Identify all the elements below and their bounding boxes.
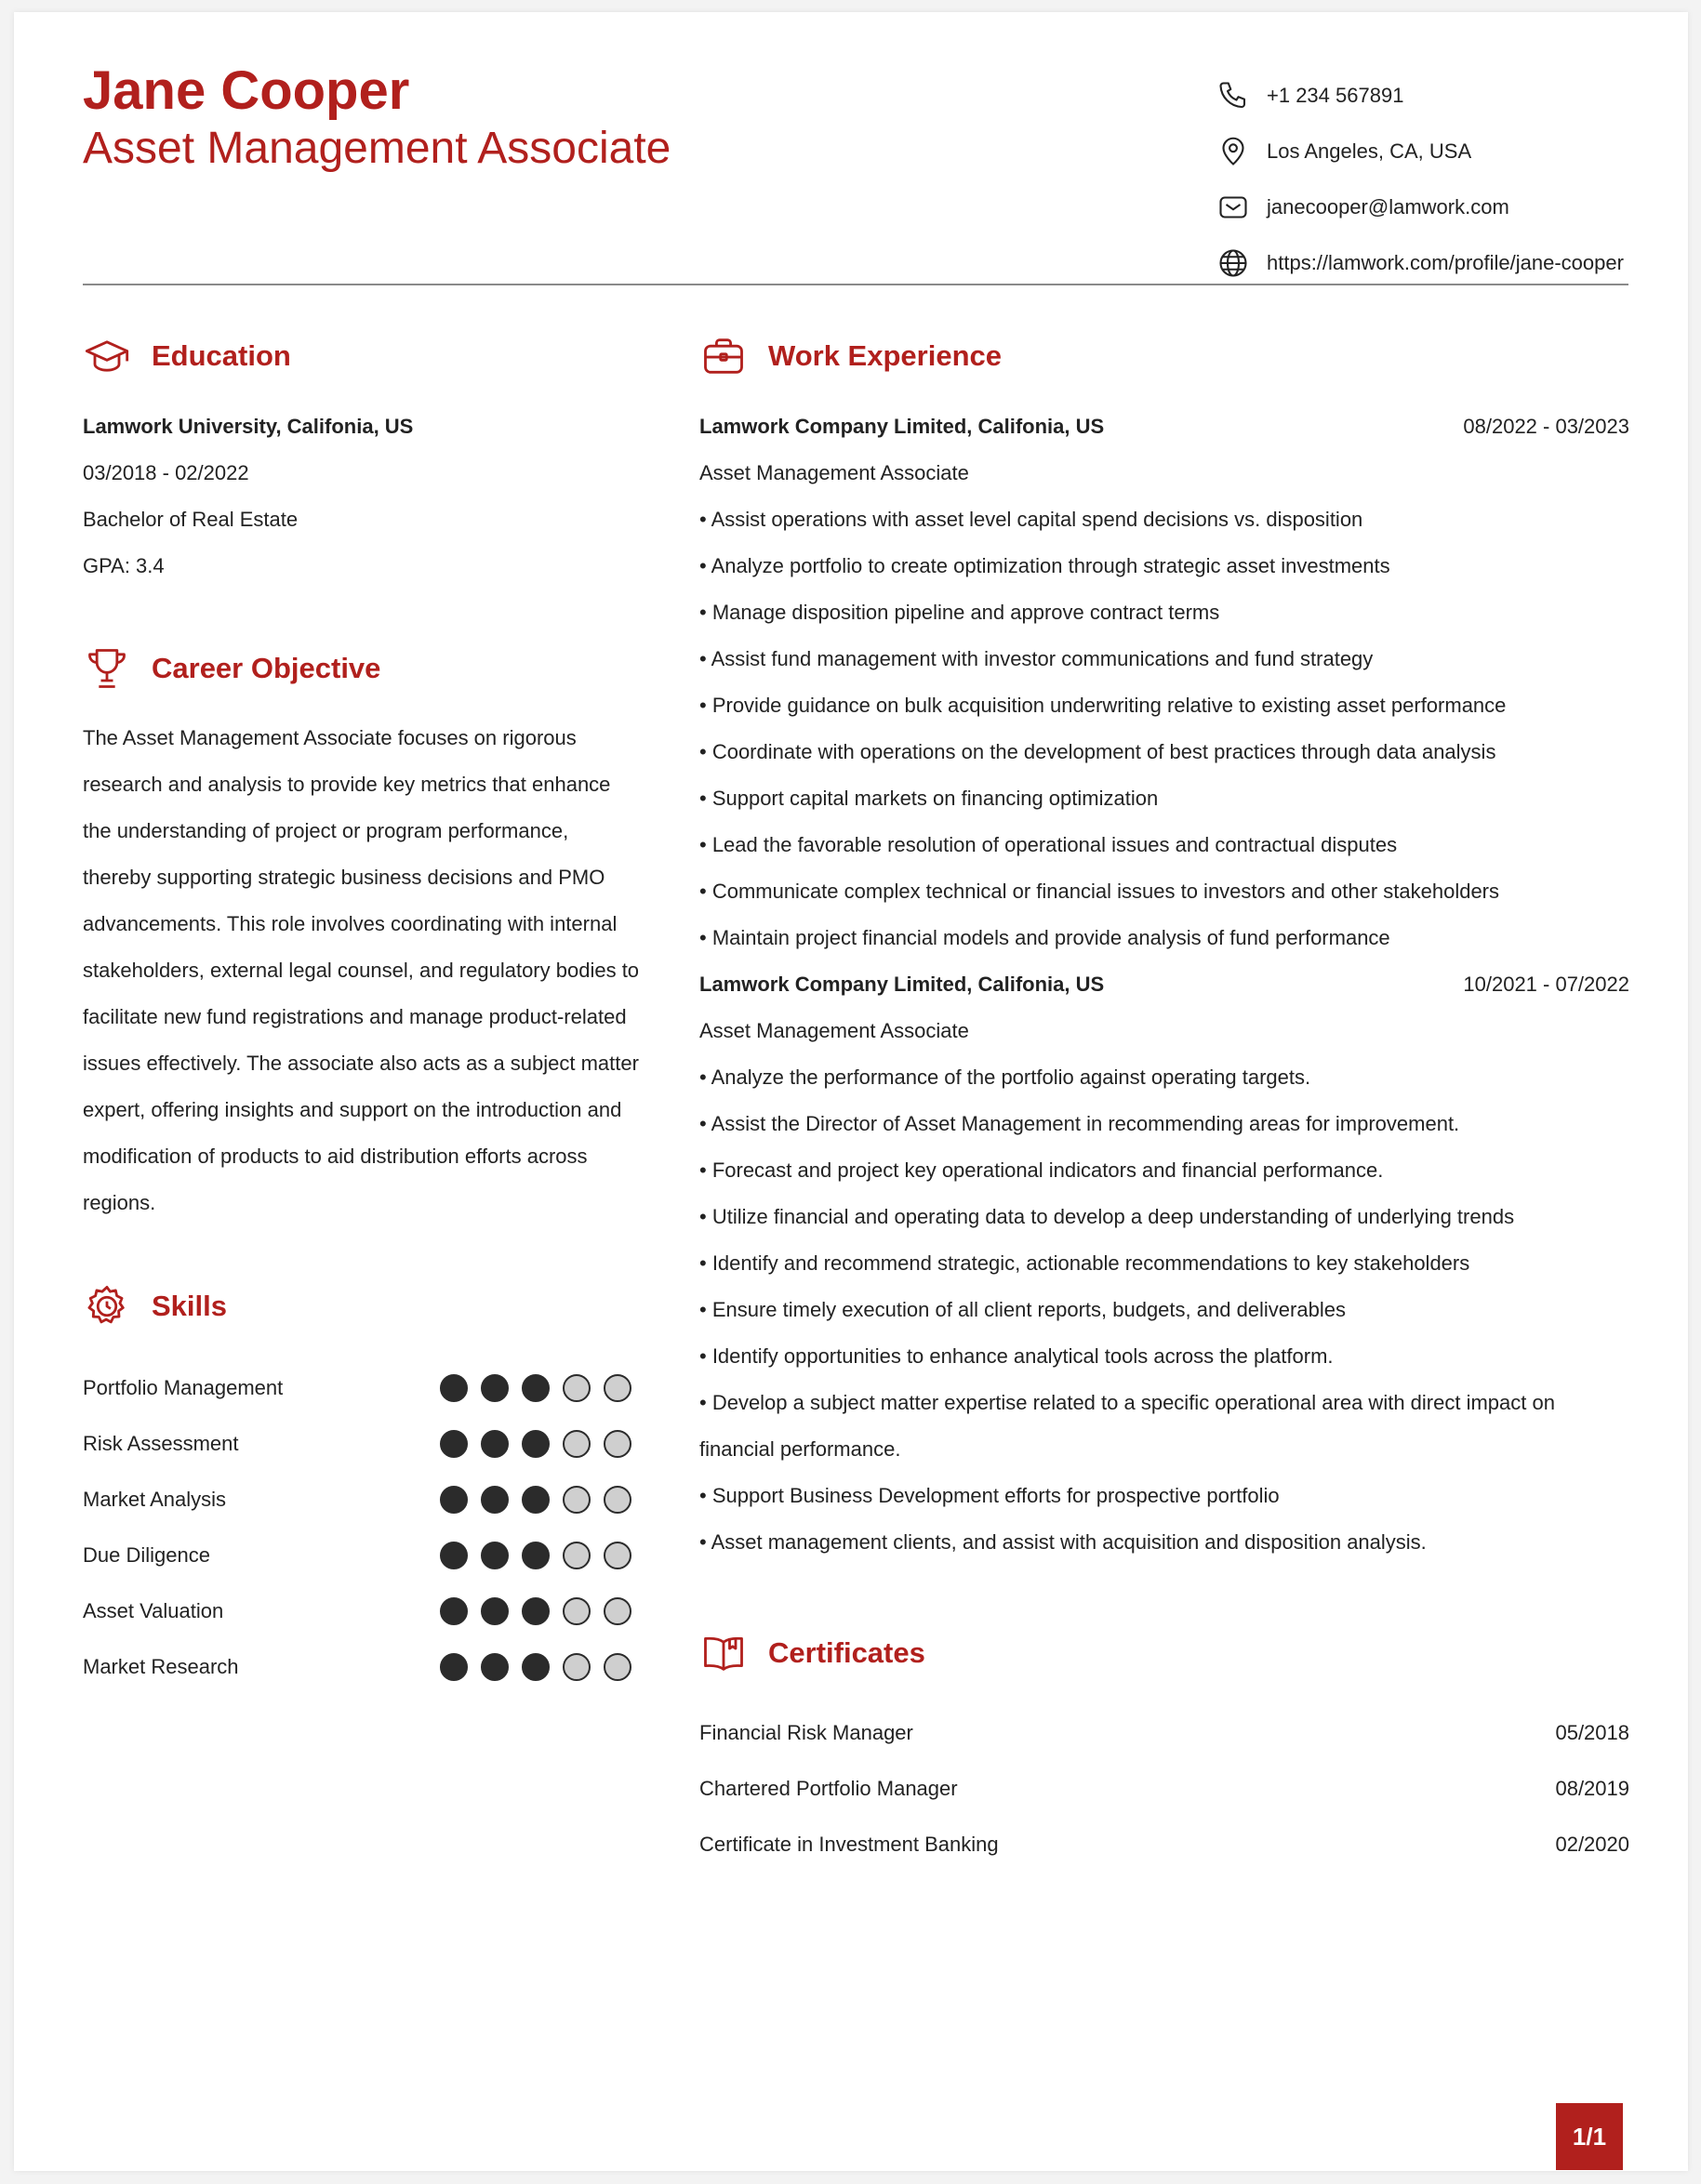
job-role: Asset Management Associate xyxy=(699,461,969,484)
rating-dot-filled xyxy=(522,1486,550,1514)
contact-phone xyxy=(1216,68,1624,124)
education-gpa: GPA: 3.4 xyxy=(83,554,165,577)
job-bullet: • Support Business Development efforts for prospective portfolio xyxy=(699,1484,1280,1507)
job-bullet: • Identify opportunities to enhance analytical tools across the platform. xyxy=(699,1344,1334,1368)
skill-row xyxy=(83,1593,631,1630)
rating-dot-filled xyxy=(522,1542,550,1569)
book-icon xyxy=(699,1629,748,1677)
job-header xyxy=(699,971,1629,999)
job-bullet: • Identify and recommend strategic, actionable recommendations to key stakeholders xyxy=(699,1251,1470,1275)
rating-dot-filled xyxy=(440,1486,468,1514)
globe-icon xyxy=(1216,246,1250,280)
skill-rating xyxy=(427,1542,631,1569)
job-company: Lamwork Company Limited, Califonia, US xyxy=(699,415,1105,438)
skill-name: Portfolio Management xyxy=(83,1376,284,1399)
job-bullet: • Analyze portfolio to create optimization through strategic asset investments xyxy=(699,554,1390,577)
skill-rating xyxy=(427,1374,631,1402)
skill-row xyxy=(83,1425,631,1463)
certificate-name: Certificate in Investment Banking xyxy=(699,1833,999,1856)
job-bullet: • Analyze the performance of the portfolio against operating targets. xyxy=(699,1066,1311,1089)
resume-page xyxy=(14,12,1688,2171)
header-divider xyxy=(83,284,1628,285)
skill-name: Due Diligence xyxy=(83,1543,210,1567)
phone-icon xyxy=(1216,79,1250,113)
job-bullet: • Assist fund management with investor communications and fund strategy xyxy=(699,647,1374,670)
gear-icon xyxy=(83,1282,131,1330)
skill-row xyxy=(83,1481,631,1518)
job-bullet: • Assist the Director of Asset Management in recommending areas for improvement. xyxy=(699,1112,1460,1135)
job-dates: 08/2022 - 03/2023 xyxy=(1463,415,1629,438)
certificates-heading xyxy=(699,1625,925,1681)
contact-list xyxy=(1216,68,1624,291)
job-bullet: • Coordinate with operations on the development of best practices through data analysis xyxy=(699,740,1496,763)
certificate-row xyxy=(699,1775,1629,1803)
rating-dot-filled xyxy=(440,1597,468,1625)
rating-dot-empty xyxy=(604,1430,631,1458)
skill-rating xyxy=(427,1486,631,1514)
skills-heading xyxy=(83,1278,227,1334)
rating-dot-empty xyxy=(604,1597,631,1625)
rating-dot-filled xyxy=(440,1542,468,1569)
contact-email-text: janecooper@lamwork.com xyxy=(1267,195,1509,218)
graduation-cap-icon xyxy=(83,332,131,380)
skill-row xyxy=(83,1537,631,1574)
job-role: Asset Management Associate xyxy=(699,1019,969,1042)
page-indicator: 1/1 xyxy=(1556,2103,1623,2170)
skill-name: Market Analysis xyxy=(83,1488,227,1511)
rating-dot-empty xyxy=(604,1374,631,1402)
rating-dot-empty xyxy=(563,1430,591,1458)
contact-email xyxy=(1216,179,1624,235)
rating-dot-filled xyxy=(522,1597,550,1625)
job-bullet: • Provide guidance on bulk acquisition underwriting relative to existing asset performance xyxy=(699,694,1507,717)
certificate-date: 02/2020 xyxy=(1555,1833,1629,1856)
rating-dot-filled xyxy=(522,1374,550,1402)
skill-name: Risk Assessment xyxy=(83,1432,239,1455)
job-bullet: • Maintain project financial models and provide analysis of fund performance xyxy=(699,926,1390,949)
rating-dot-empty xyxy=(563,1374,591,1402)
job-dates: 10/2021 - 07/2022 xyxy=(1463,973,1629,996)
skill-rating xyxy=(427,1597,631,1625)
job-bullet: • Assist operations with asset level capital spend decisions vs. disposition xyxy=(699,508,1363,531)
job-header xyxy=(699,413,1629,441)
trophy-icon xyxy=(83,644,131,693)
rating-dot-filled xyxy=(481,1430,509,1458)
rating-dot-empty xyxy=(604,1653,631,1681)
rating-dot-filled xyxy=(481,1542,509,1569)
briefcase-icon xyxy=(699,332,748,380)
job-bullet: • Utilize financial and operating data to develop a deep understanding of underlying trends xyxy=(699,1205,1515,1228)
mail-icon xyxy=(1216,191,1250,224)
job-company: Lamwork Company Limited, Califonia, US xyxy=(699,973,1105,996)
work-heading xyxy=(699,328,1002,384)
rating-dot-filled xyxy=(481,1653,509,1681)
job-bullet: • Support capital markets on financing optimization xyxy=(699,787,1159,810)
certificate-name: Chartered Portfolio Manager xyxy=(699,1777,958,1800)
certificate-date: 08/2019 xyxy=(1555,1777,1629,1800)
objective-heading-text: Career Objective xyxy=(152,652,381,684)
education-degree: Bachelor of Real Estate xyxy=(83,508,299,531)
rating-dot-filled xyxy=(522,1430,550,1458)
contact-phone-text: +1 234 567891 xyxy=(1267,84,1404,107)
job-bullet: • Develop a subject matter expertise related to a specific operational area with direct impact on financial performance. xyxy=(699,1391,1555,1461)
job-bullet: • Ensure timely execution of all client reports, budgets, and deliverables xyxy=(699,1298,1346,1321)
certificate-row xyxy=(699,1719,1629,1747)
contact-location-text: Los Angeles, CA, USA xyxy=(1267,139,1472,163)
contact-website xyxy=(1216,235,1624,291)
objective-text: The Asset Management Associate focuses on rigorous research and analysis to provide key metrics that enhance the understanding of project or program performance, thereby supporting strategic business decisions and PMO advancements. This role involves coordinating with internal stakeholders, external legal counsel, and regulatory bodies to facilitate new fund registrations and manage product-related issues effectively. The associate also acts as a subject matter expert, offering insights and support on the introduction and modification of products to aid distribution efforts across regions. xyxy=(83,726,640,1214)
certificate-name: Financial Risk Manager xyxy=(699,1721,913,1744)
rating-dot-empty xyxy=(604,1486,631,1514)
rating-dot-empty xyxy=(604,1542,631,1569)
skill-row xyxy=(83,1370,631,1407)
skill-rating xyxy=(427,1430,631,1458)
skill-rating xyxy=(427,1653,631,1681)
certificate-date: 05/2018 xyxy=(1555,1721,1629,1744)
education-dates: 03/2018 - 02/2022 xyxy=(83,461,249,484)
work-heading-text: Work Experience xyxy=(768,339,1002,372)
education-heading xyxy=(83,328,291,384)
candidate-title: Asset Management Associate xyxy=(83,124,671,173)
skill-row xyxy=(83,1648,631,1686)
job-bullet: • Asset management clients, and assist with acquisition and disposition analysis. xyxy=(699,1530,1427,1554)
rating-dot-filled xyxy=(522,1653,550,1681)
certificates-heading-text: Certificates xyxy=(768,1636,925,1669)
rating-dot-filled xyxy=(481,1374,509,1402)
location-icon xyxy=(1216,135,1250,168)
objective-heading xyxy=(83,641,380,696)
rating-dot-empty xyxy=(563,1597,591,1625)
rating-dot-empty xyxy=(563,1486,591,1514)
education-heading-text: Education xyxy=(152,339,291,372)
rating-dot-filled xyxy=(440,1374,468,1402)
certificate-row xyxy=(699,1831,1629,1859)
rating-dot-filled xyxy=(481,1486,509,1514)
job-bullet: • Manage disposition pipeline and approve contract terms xyxy=(699,601,1220,624)
rating-dot-filled xyxy=(481,1597,509,1625)
rating-dot-filled xyxy=(440,1430,468,1458)
rating-dot-empty xyxy=(563,1653,591,1681)
rating-dot-filled xyxy=(440,1653,468,1681)
skill-name: Market Research xyxy=(83,1655,239,1678)
skills-heading-text: Skills xyxy=(152,1290,227,1322)
contact-website-text: https://lamwork.com/profile/jane-cooper xyxy=(1267,251,1624,274)
job-bullet: • Forecast and project key operational indicators and financial performance. xyxy=(699,1158,1384,1182)
job-bullet: • Lead the favorable resolution of operational issues and contractual disputes xyxy=(699,833,1398,856)
contact-location xyxy=(1216,124,1624,179)
education-school: Lamwork University, Califonia, US xyxy=(83,415,414,438)
rating-dot-empty xyxy=(563,1542,591,1569)
skill-name: Asset Valuation xyxy=(83,1599,224,1622)
candidate-name: Jane Cooper xyxy=(83,60,410,121)
job-bullet: • Communicate complex technical or financial issues to investors and other stakeholders xyxy=(699,880,1500,903)
